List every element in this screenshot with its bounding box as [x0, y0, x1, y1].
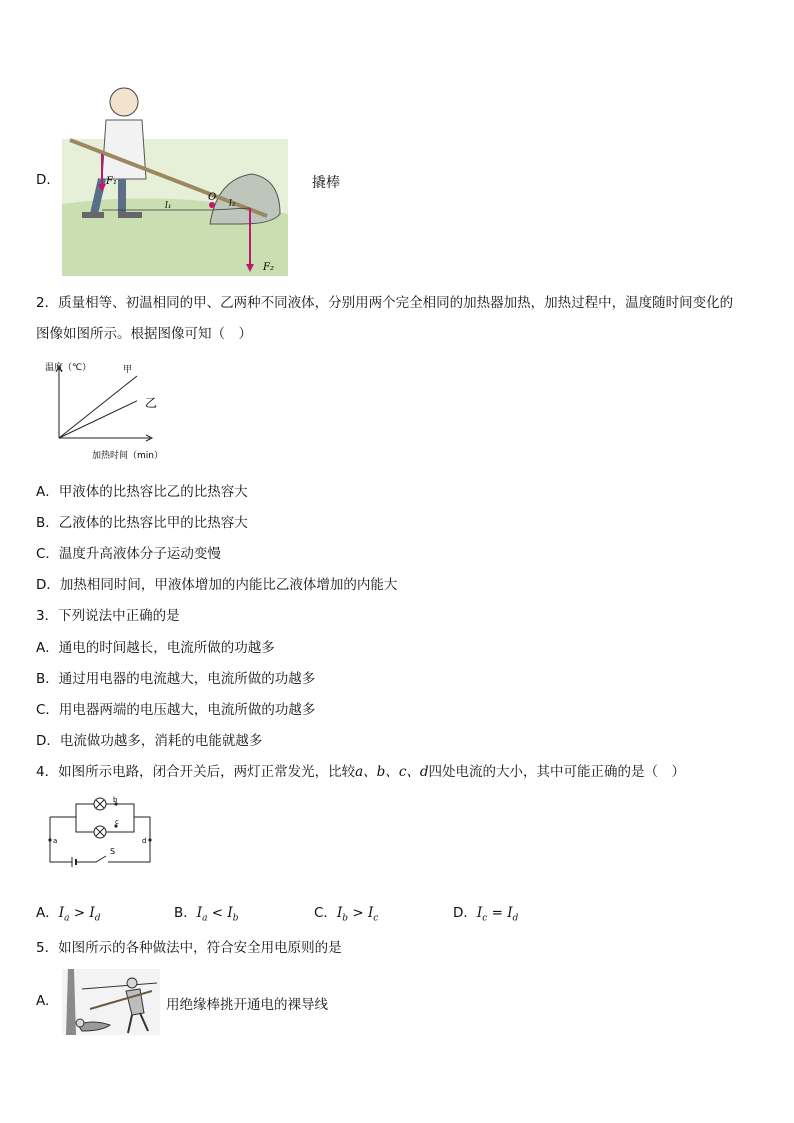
series-label-2: 乙 — [145, 395, 158, 410]
q4-stem-prefix: 4．如图所示电路，闭合开关后，两灯正常发光，比较 — [36, 764, 356, 780]
point-a: a、 — [355, 764, 377, 780]
q2-option-a: A．甲液体的比热容比乙的比热容大 — [36, 484, 248, 500]
f1-label: F₁ — [106, 176, 117, 187]
q2-stem-line1: 2．质量相等、初温相同的甲、乙两种不同液体，分别用两个完全相同的加热器加热，加热过程中，温度随时间变化的 — [36, 295, 734, 311]
q3-stem: 3．下列说法中正确的是 — [36, 608, 180, 624]
fulcrum-o-label: O — [208, 192, 217, 203]
circuit-diagram — [46, 795, 156, 867]
crowbar-figure — [62, 74, 288, 276]
y-axis-label: 温度（℃） — [45, 363, 92, 373]
q1-option-d-letter: D. — [36, 172, 51, 188]
q5-option-a-caption: 用绝缘棒挑开通电的裸导线 — [166, 997, 328, 1013]
q5-stem: 5．如图所示的各种做法中，符合安全用电原则的是 — [36, 940, 342, 956]
q4-option-b: B．$I_a < I_b$ — [174, 905, 239, 924]
series-line-1 — [59, 376, 137, 438]
point-c: c、 — [398, 764, 420, 780]
circuit-d-label: d — [142, 837, 147, 845]
q3-option-a: A．通电的时间越长，电流所做的功越多 — [36, 640, 275, 656]
l1-label: l₁ — [165, 201, 172, 211]
q5-option-a-letter: A. — [36, 993, 50, 1009]
series-label-1: 甲 — [123, 365, 133, 375]
q2-option-b: B．乙液体的比热容比甲的比热容大 — [36, 515, 248, 531]
temperature-chart — [40, 358, 170, 463]
q4-stem — [36, 760, 685, 780]
q2-option-d: D．加热相同时间，甲液体增加的内能比乙液体增加的内能大 — [36, 577, 398, 593]
f2-label: F₂ — [263, 262, 274, 273]
q3-option-d: D．电流做功越多，消耗的电能就越多 — [36, 733, 263, 749]
circuit-c-label: c — [115, 818, 119, 826]
point-d: d — [419, 764, 429, 780]
l2-label: l₂ — [229, 199, 236, 209]
insulated-rod-illustration — [62, 969, 160, 1035]
q4-option-d: D．$I_c = I_d$ — [453, 905, 519, 924]
circuit-b-label: b — [113, 796, 118, 804]
q4-option-a: A．$I_a > I_d$ — [36, 905, 101, 924]
q3-option-c: C．用电器两端的电压越大，电流所做的功越多 — [36, 702, 316, 718]
switch-s-label: S — [110, 847, 116, 856]
q1-option-d-caption: 撬棒 — [312, 175, 340, 191]
q4-option-c: C．$I_b > I_c$ — [314, 905, 379, 924]
x-axis-label: 加热时间（min） — [92, 451, 163, 461]
circuit-a-label: a — [53, 837, 58, 845]
point-b: b、 — [376, 764, 399, 780]
q2-stem-line2: 图像如图所示。根据图像可知（ ） — [36, 326, 252, 342]
q3-option-b: B．通过用电器的电流越大，电流所做的功越多 — [36, 671, 316, 687]
q4-stem-suffix: 四处电流的大小，其中可能正确的是（ ） — [428, 764, 686, 780]
q2-option-c: C．温度升高液体分子运动变慢 — [36, 546, 221, 562]
